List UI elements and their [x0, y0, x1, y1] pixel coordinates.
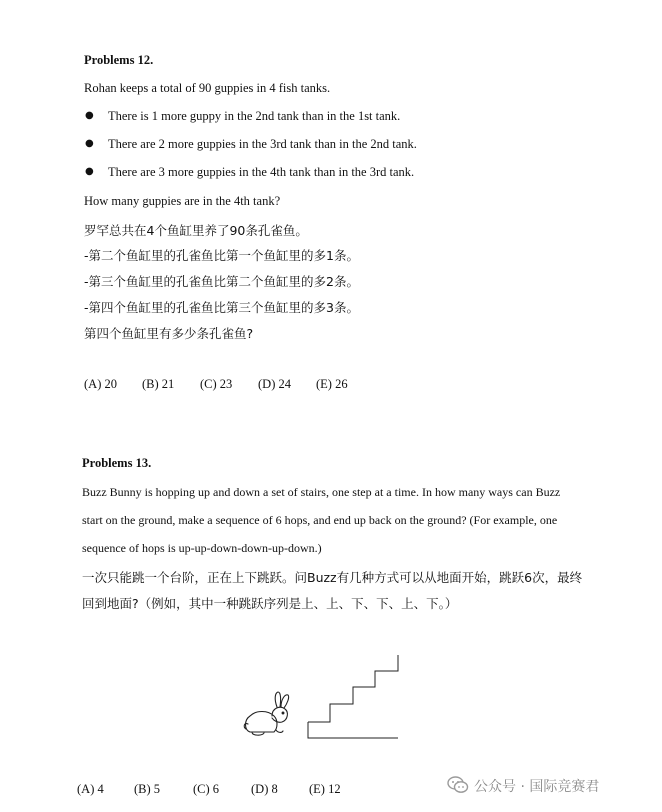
problem-12-option-a: (A) 20 — [84, 377, 117, 391]
problem-12-intro: Rohan keeps a total of 90 guppies in 4 fish tanks. — [84, 81, 331, 95]
problem-12-bullet-2: There are 2 more guppies in the 3rd tank than in the 2nd tank. — [108, 137, 417, 151]
problem-13-option-e: (E) 12 — [309, 782, 341, 796]
problem-12-option-b: (B) 21 — [142, 377, 175, 391]
problem-13-option-a: (A) 4 — [77, 782, 104, 796]
problem-12-option-e: (E) 26 — [316, 377, 348, 391]
problem-13-line-2: start on the ground, make a sequence of 6 hops, and end up back on the ground? (For example, one — [82, 513, 558, 527]
problem-13-line-1: Buzz Bunny is hopping up and down a set of stairs, one step at a time. In how many ways can Buzz — [82, 485, 561, 499]
bullet-icon: ● — [85, 110, 94, 121]
problem-12-bullet-1: There is 1 more guppy in the 2nd tank than in the 1st tank. — [108, 109, 401, 123]
problem-12-zh-line-3: -第三个鱼缸里的孔雀鱼比第二个鱼缸里的多2条。 — [84, 274, 359, 289]
problem-13-zh-line-1: 一次只能跳一个台阶，正在上下跳跃。问Buzz有几种方式可以从地面开始，跳跃6次，最终 — [82, 570, 583, 585]
problem-12-zh-line-4: -第四个鱼缸里的孔雀鱼比第三个鱼缸里的多3条。 — [84, 300, 359, 315]
problem-12-option-d: (D) 24 — [258, 377, 291, 391]
problem-13-zh-line-2: 回到地面?（例如，其中一种跳跃序列是上、上、下、下、上、下。） — [82, 596, 458, 611]
problem-13-option-c: (C) 6 — [193, 782, 220, 796]
problem-12-zh-line-1: 罗罕总共在4个鱼缸里养了90条孔雀鱼。 — [84, 223, 308, 238]
problem-13-option-d: (D) 8 — [251, 782, 278, 796]
problem-12-option-c: (C) 23 — [200, 377, 233, 391]
watermark-text: 公众号 · 国际竞赛君 — [474, 779, 600, 795]
problem-13-figure — [240, 650, 410, 745]
problem-12-question: How many guppies are in the 4th tank? — [84, 194, 281, 208]
problem-12-zh-line-2: -第二个鱼缸里的孔雀鱼比第一个鱼缸里的多1条。 — [84, 248, 359, 263]
problem-13-heading: Problems 13. — [82, 456, 152, 470]
problem-13-line-3: sequence of hops is up-up-down-down-up-down.) — [82, 541, 322, 555]
problem-12-bullet-3: There are 3 more guppies in the 4th tank than in the 3rd tank. — [108, 165, 415, 179]
stairs-figure — [308, 655, 398, 738]
wechat-icon — [447, 775, 469, 795]
problem-12-zh-question: 第四个鱼缸里有多少条孔雀鱼? — [84, 326, 254, 341]
problem-12-heading: Problems 12. — [84, 53, 154, 67]
bullet-icon: ● — [85, 166, 94, 177]
bunny-icon — [244, 692, 288, 735]
bullet-icon: ● — [85, 138, 94, 149]
problem-13-option-b: (B) 5 — [134, 782, 161, 796]
